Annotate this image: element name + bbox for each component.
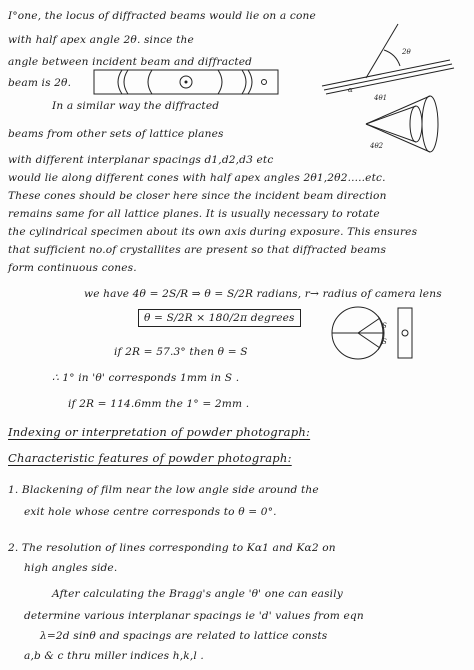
arc-s-label-2: S <box>382 338 387 346</box>
text-line-14: we have 4θ = 2S/R ⇒ θ = S/2R radians, r→ radius of camera lens <box>84 288 442 300</box>
four-theta-1-label: 4θ1 <box>374 94 388 102</box>
text-line-8: would lie along different cones with half apex angles 2θ1,2θ2.....etc. <box>8 172 386 184</box>
text-line-24: high angles side. <box>24 562 118 574</box>
text-line-27: λ=2d sinθ and spacings are related to lattice consts <box>40 630 328 642</box>
text-line-1: I°one, the locus of diffracted beams would lie on a cone <box>8 10 316 22</box>
four-theta-2-label: 4θ2 <box>370 142 384 150</box>
text-line-11: the cylindrical specimen about its own axis during exposure. This ensures <box>8 226 418 238</box>
boxed-formula: θ = S/2R × 180/2π degrees <box>138 309 301 327</box>
section-heading-features: Characteristic features of powder photograph: <box>8 451 292 465</box>
text-line-15 <box>138 312 301 324</box>
text-line-25: After calculating the Bragg's angle 'θ' one can easily <box>52 588 343 600</box>
text-line-17: ∴ 1° in 'θ' corresponds 1mm in S . <box>52 372 240 384</box>
alpha-label: α <box>348 86 353 94</box>
text-line-5: In a similar way the diffracted <box>52 100 220 112</box>
text-line-9: These cones should be closer here since the incident beam direction <box>8 190 387 202</box>
text-line-10: remains same for all lattice planes. It is usually necessary to rotate <box>8 208 380 220</box>
camera-circle-figure <box>328 302 448 364</box>
text-line-13: form continuous cones. <box>8 262 137 274</box>
text-line-2: with half apex angle 2θ. since the <box>8 34 194 46</box>
arc-s-label-1: S <box>382 322 387 330</box>
film-strip-figure <box>92 68 280 98</box>
text-line-3: angle between incident beam and diffracted <box>8 56 253 68</box>
text-line-26: determine various interplanar spacings ie 'd' values from eqn <box>24 610 364 622</box>
text-line-16: if 2R = 57.3° then θ = S <box>114 346 248 358</box>
text-line-21: 1. Blackening of film near the low angle side around the <box>8 484 319 496</box>
section-heading-indexing: Indexing or interpretation of powder photograph: <box>8 425 311 439</box>
text-line-22: exit hole whose centre corresponds to θ = 0°. <box>24 506 277 518</box>
two-theta-label: 2θ <box>402 48 411 56</box>
text-line-7: with different interplanar spacings d1,d2,d3 etc <box>8 154 274 166</box>
text-line-28: a,b & c thru miller indices h,k,l . <box>24 650 204 662</box>
text-line-23: 2. The resolution of lines corresponding to Kα1 and Kα2 on <box>8 542 336 554</box>
text-line-18: if 2R = 114.6mm the 1° = 2mm . <box>68 398 250 410</box>
cone-figure <box>360 92 460 154</box>
text-line-6: beams from other sets of lattice planes <box>8 128 224 140</box>
text-line-4: beam is 2θ. <box>8 77 72 89</box>
text-line-12: that sufficient no.of crystallites are present so that diffracted beams <box>8 244 387 256</box>
diffraction-angle-figure <box>318 20 458 94</box>
